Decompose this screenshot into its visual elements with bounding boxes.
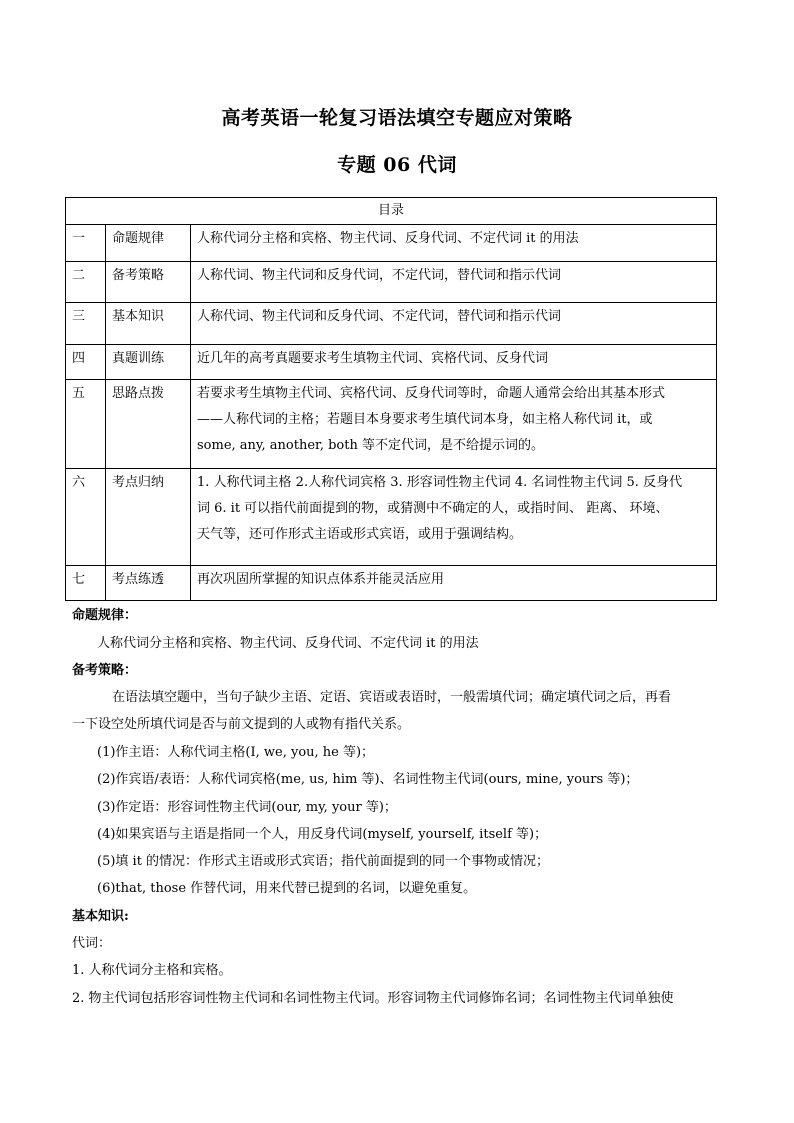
toc-row-line: 词 6. it 可以指代前面提到的物，或猜测中不确定的人，或指时间、 距离、 环境、 <box>197 501 669 516</box>
toc-row-line: 再次巩固所掌握的知识点体系并能灵活应用 <box>197 572 445 587</box>
section-heading-basics: 基本知识: <box>72 909 129 924</box>
strategy-intro-line: 在语法填空题中，当句子缺少主语、定语、宾语或表语时，一般需填代词；确定填代词之后，再看 <box>112 690 672 705</box>
toc-row-content <box>191 469 717 566</box>
toc-row-number: 二 <box>66 262 106 303</box>
strategy-item: (5)填 it 的情况：作形式主语或形式宾语；指代前面提到的同一个事物或情况； <box>97 854 550 869</box>
toc-row-line: 天气等，还可作形式主语或形式宾语，或用于强调结构。 <box>197 527 523 542</box>
toc-table <box>65 197 717 601</box>
strategy-item: (4)如果宾语与主语是指同一个人，用反身代词(myself, yourself, itself 等)； <box>97 827 548 842</box>
toc-row-category: 真题训练 <box>106 345 191 380</box>
basics-line: 2. 物主代词包括形容词性物主代词和名词性物主代词。形容词物主代词修饰名词；名词性物主代词单独使 <box>72 991 674 1006</box>
toc-row-content <box>191 380 717 469</box>
toc-row <box>66 469 717 566</box>
toc-row-line: 1. 人称代词主格 2.人称代词宾格 3. 形容词性物主代词 4. 名词性物主代词 5. 反身代 <box>197 475 683 490</box>
strategy-item: (2)作宾语/表语：人称代词宾格(me, us, him 等)、名词性物主代词(ours, mine, yours 等)； <box>97 772 639 787</box>
document-title: 高考英语一轮复习语法填空专题应对策略 <box>221 107 573 129</box>
toc-row-category: 考点练透 <box>106 566 191 601</box>
toc-row-number: 五 <box>66 380 106 469</box>
toc-row <box>66 566 717 601</box>
toc-row-number: 三 <box>66 303 106 345</box>
strategy-item: (1)作主语：人称代词主格(I, we, you, he 等)； <box>97 745 375 760</box>
toc-row-number: 七 <box>66 566 106 601</box>
strategy-item: (6)that, those 作替代词，用来代替已提到的名词，以避免重复。 <box>97 881 477 896</box>
toc-row-line: 人称代词、物主代词和反身代词，不定代词，替代词和指示代词 <box>197 268 562 283</box>
toc-row-category: 命题规律 <box>106 225 191 262</box>
toc-row-number: 四 <box>66 345 106 380</box>
toc-row <box>66 345 717 380</box>
document-subtitle: 专题 06 代词 <box>337 154 457 176</box>
toc-row <box>66 380 717 469</box>
toc-row-line: 若要求考生填物主代词、宾格代词、反身代词等时，命题人通常会给出其基本形式 <box>197 386 666 401</box>
toc-row-number: 六 <box>66 469 106 566</box>
section-heading-strategy: 备考策略： <box>72 663 138 678</box>
toc-row-category: 思路点拨 <box>106 380 191 469</box>
strategy-item: (3)作定语：形容词性物主代词(our, my, your 等)； <box>97 800 397 815</box>
toc-row-line: some, any, another, both 等不定代词，是不给提示词的。 <box>197 438 544 453</box>
toc-row-content <box>191 303 717 345</box>
toc-header: 目录 <box>66 198 717 225</box>
strategy-intro-line: 一下设空处所填代词是否与前文提到的人或物有指代关系。 <box>72 717 411 732</box>
toc-row-line: 人称代词、物主代词和反身代词、不定代词，替代词和指示代词 <box>197 309 562 324</box>
toc-row <box>66 303 717 345</box>
toc-row <box>66 262 717 303</box>
toc-row-number: 一 <box>66 225 106 262</box>
toc-row-line: ——人称代词的主格；若题目本身要求考生填代词本身，如主格人称代词 it，或 <box>197 412 653 427</box>
toc-row <box>66 225 717 262</box>
toc-row-content <box>191 566 717 601</box>
toc-row-line: 近几年的高考真题要求考生填物主代词、宾格代词、反身代词 <box>197 351 549 366</box>
toc-row-line: 人称代词分主格和宾格、物主代词、反身代词、不定代词 it 的用法 <box>197 231 579 246</box>
basics-line: 代词： <box>72 936 112 951</box>
section-heading-patterns: 命题规律： <box>72 608 138 623</box>
section-text-patterns: 人称代词分主格和宾格、物主代词、反身代词、不定代词 it 的用法 <box>97 636 479 651</box>
toc-row-category: 基本知识 <box>106 303 191 345</box>
toc-row-content <box>191 345 717 380</box>
toc-row-content <box>191 262 717 303</box>
toc-row-category: 备考策略 <box>106 262 191 303</box>
toc-row-content <box>191 225 717 262</box>
toc-row-category: 考点归纳 <box>106 469 191 566</box>
basics-line: 1. 人称代词分主格和宾格。 <box>72 963 232 978</box>
